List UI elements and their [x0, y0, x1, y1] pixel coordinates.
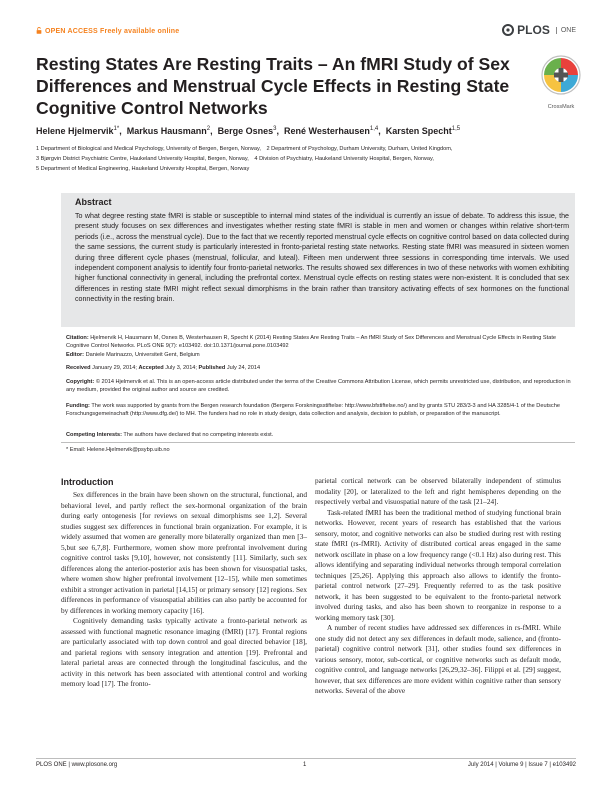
editor	[66, 351, 576, 359]
journal-name: PLOS	[517, 23, 550, 37]
paragraph: A number of recent studies have addressed sex differences in rs-fMRI. While one study did not detect any sex differences in default mode, salience, and (fronto-parietal) cognitive control network [31], other studies found sex differences in various sensory, motor, sub-cortical, or cognitive networks such as default mode, cognitive control, and language networks [26,29,32–36]. Filippi et al. [29] suggest, however, that sex differences are more evident within cognitive rather than sensory networks. Several of the above	[315, 623, 561, 695]
competing-text: The authors have declared that no competing interests exist.	[123, 432, 274, 438]
copyright-text: © 2014 Hjelmervik et al. This is an open-access article distributed under the terms of the Creative Commons Attribution License, which permits unrestricted use, distribution, and reproduction in any medium, provided the original author and source are credited.	[66, 379, 571, 394]
copyright-label: Copyright:	[66, 379, 95, 385]
abstract-text: To what degree resting state fMRI is stable or susceptible to internal mind states of the individual is currently an issue of debate. To address this issue, the present study focuses on sex differences and investigates whether resting state fMRI is stable in men and women or changes within relative short-term periods (i.e., across the menstrual cycle). Due to the fact that we recently reported menstrual cycle effects on cognitive control based on data collected during the same sessions, the current study is particularly interested in fronto-parietal resting state networks. Resting state fMRI was measured in sixteen women during three different cycle phases (menstrual, follicular, and luteal). Fifteen men underwent three sessions in corresponding time intervals. We used independent component analysis to identify four fronto-parietal networks. The results showed sex differences in two of these networks with women exhibiting higher functional connectivity in general, including the prefrontal cortex. Menstrual cycle effects on resting states were non-existent. It is concluded that sex differences in resting state fMRI might reflect sexual dimorphisms in the brain rather than transitory activating effects of sex hormones on the functional connectivity in the resting brain.	[75, 212, 569, 304]
affiliation: 3 Bjørgvin District Psychiatric Centre, Haukeland University Hospital, Bergen, Norway,	[36, 156, 249, 162]
journal-sub: ONE	[556, 27, 576, 34]
crossmark-badge[interactable]	[538, 54, 584, 110]
article-title: Resting States Are Resting Traits – An fMRI Study of Sex Differences and Menstrual Cycle Effects in Resting State Cognitive Control Networks	[36, 54, 510, 118]
citation	[66, 334, 576, 351]
crossmark-label: CrossMark	[547, 104, 575, 110]
received-label: Received	[66, 365, 91, 371]
author-list: Helene Hjelmervik$^{1*}$, Markus Hausmann$^2$, Berge Osnes$^3$, René Westerhausen$^{1,4}$, Karsten Specht$^{1,5}$	[36, 126, 461, 136]
author-name: Markus Hausmann	[126, 126, 207, 136]
plos-logo-icon	[502, 24, 514, 36]
body-column-right	[315, 476, 561, 697]
funding-text: The work was supported by grants from the Bergen research foundation (Bergens Forskningsstiftelse: http://www.bfstiftelse.no/) and by grants STU 283/3-3 and HA 3285/4-1 of the Deutsche Forschungsgemeinschaft (http://www.dfg.de/) to MH. The funders had no role in study design, data collection and analysis, decision to publish, or preparation of the manuscript.	[66, 403, 560, 418]
affiliation: 2 Department of Psychology, Durham University, Durham, United Kingdom,	[266, 146, 453, 152]
funding	[66, 402, 576, 419]
accepted-date: July 3, 2014;	[165, 365, 197, 371]
footer-divider	[36, 758, 576, 759]
editor-label: Editor:	[66, 352, 85, 358]
affiliation: 1 Department of Biological and Medical Psychology, University of Bergen, Bergen, Norway,	[36, 146, 261, 152]
meta-divider	[61, 442, 575, 443]
affiliation: 5 Department of Medical Engineering, Haukeland University Hospital, Bergen, Norway	[36, 166, 250, 172]
author-affil-sup: 1,5	[451, 126, 461, 132]
affiliation: 4 Division of Psychiatry, Haukeland University Hospital, Bergen, Norway,	[254, 156, 434, 162]
open-access-lock-icon	[36, 27, 42, 34]
paragraph: Cognitively demanding tasks typically activate a fronto-parietal network as assessed with functional magnetic resonance imaging (fMRI) [17]. Frontal regions are particularly associated with top down control and goal directed behavior [18], and parietal regions with sensory integration and attention [19]. Prefrontal and lateral parietal areas are connected through the longitudinal fasciculus, and the activity in this network has been associated with attentional control and working memory load [17]. The fronto-	[61, 616, 307, 688]
copyright	[66, 378, 576, 395]
footer-issue: July 2014 | Volume 9 | Issue 7 | e103492	[467, 762, 576, 768]
funding-label: Funding:	[66, 403, 90, 409]
author-name: Karsten Specht	[385, 126, 452, 136]
author-affil-sup: 3	[273, 126, 277, 132]
received-date: January 29, 2014;	[92, 365, 137, 371]
corresponding-email[interactable]: * Email: Helene.Hjelmervik@psybp.uib.no	[66, 447, 170, 453]
footer-journal: PLOS ONE | www.plosone.org	[36, 762, 118, 768]
dates	[66, 364, 576, 372]
open-access-banner	[36, 27, 179, 35]
published-date: July 24, 2014	[226, 365, 261, 371]
page-number: 1	[303, 762, 307, 768]
citation-text: Hjelmervik H, Hausmann M, Osnes B, Westerhausen R, Specht K (2014) Resting States Are Resting Traits – An fMRI Study of Sex Differences and Menstrual Cycle Effects in Resting State Cognitive Control Networks. PLoS ONE 9(7): e103492. doi:10.1371/journal.pone.0103492	[66, 335, 556, 350]
abstract-heading: Abstract	[75, 197, 112, 207]
competing-label: Competing Interests:	[66, 432, 122, 438]
introduction-heading: Introduction	[61, 477, 114, 487]
competing-interests	[66, 431, 576, 439]
open-access-text: OPEN ACCESS Freely available online	[45, 28, 180, 35]
body-column-left	[61, 490, 307, 690]
paragraph: parietal cortical network can be observed bilaterally independent of stimulus modality [20], or lateralized to the left and right hemispheres depending on the respectively verbal and visuospatial nature of the task [21–24].	[315, 476, 561, 506]
journal-logo	[502, 23, 576, 37]
paragraph: Sex differences in the brain have been shown on the structural, functional, and behavioral level, and partly reflect the sex-hormonal organization of the brain during early ontogenesis [for reviews on sexual dimorphisms see 1,2]. Several studies suggest sex differences in functional brain organization. For example, it is widely assumed that women are generally more bilaterally organized than men [3–5,but see 6,7,8]. Furthermore, women show more prefrontal involvement during cognitive control tasks [9,10], however, not consistently [11]. Similarly, such sex differences along the anterior-posterior axis has been shown for visuospatial tasks, where women show higher prefrontal involvement [12–15], while men sometimes exhibit a stronger activation in parietal [14,15] or primary sensory [12] regions. Sex differences in performance of visuospatial abilities can also partly be accounted for by differences in working memory capacity [16].	[61, 490, 307, 615]
citation-label: Citation:	[66, 335, 89, 341]
author-affil-sup: 1*	[113, 126, 120, 132]
author-affil-sup: 1,4	[369, 126, 379, 132]
crossmark-icon	[538, 54, 584, 98]
paragraph: Task-related fMRI has been the traditional method of studying functional brain networks. However, recent years of research has established that the various sensory, motor, and cognitive networks can also be studied during rest with resting state fMRI (rs-fMRI). Activity of distributed cortical areas engaged in the same network oscillate in phase on a low frequency range (<0.1 Hz) also during rest. This allows identifying and separating individual networks through temporal correlation techniques [25,26]. Applying this approach also allows to identify the fronto-parietal control network [27–29]. Frequently referred to as the task positive network, it has been suggested to be equivalent to the fronto-parietal network involved during tasks, and also has been shown to reorganize in response to a working memory task [30].	[315, 507, 561, 622]
author-name: René Westerhausen	[284, 126, 370, 136]
published-label: Published	[198, 365, 226, 371]
author-affil-sup: 2	[206, 126, 211, 132]
accepted-label: Accepted	[138, 365, 164, 371]
author-name: Helene Hjelmervik	[36, 126, 114, 136]
affiliations	[36, 144, 576, 174]
author-name: Berge Osnes	[217, 126, 274, 136]
editor-text: Daniele Marinazzo, Universiteit Gent, Belgium	[85, 352, 200, 358]
